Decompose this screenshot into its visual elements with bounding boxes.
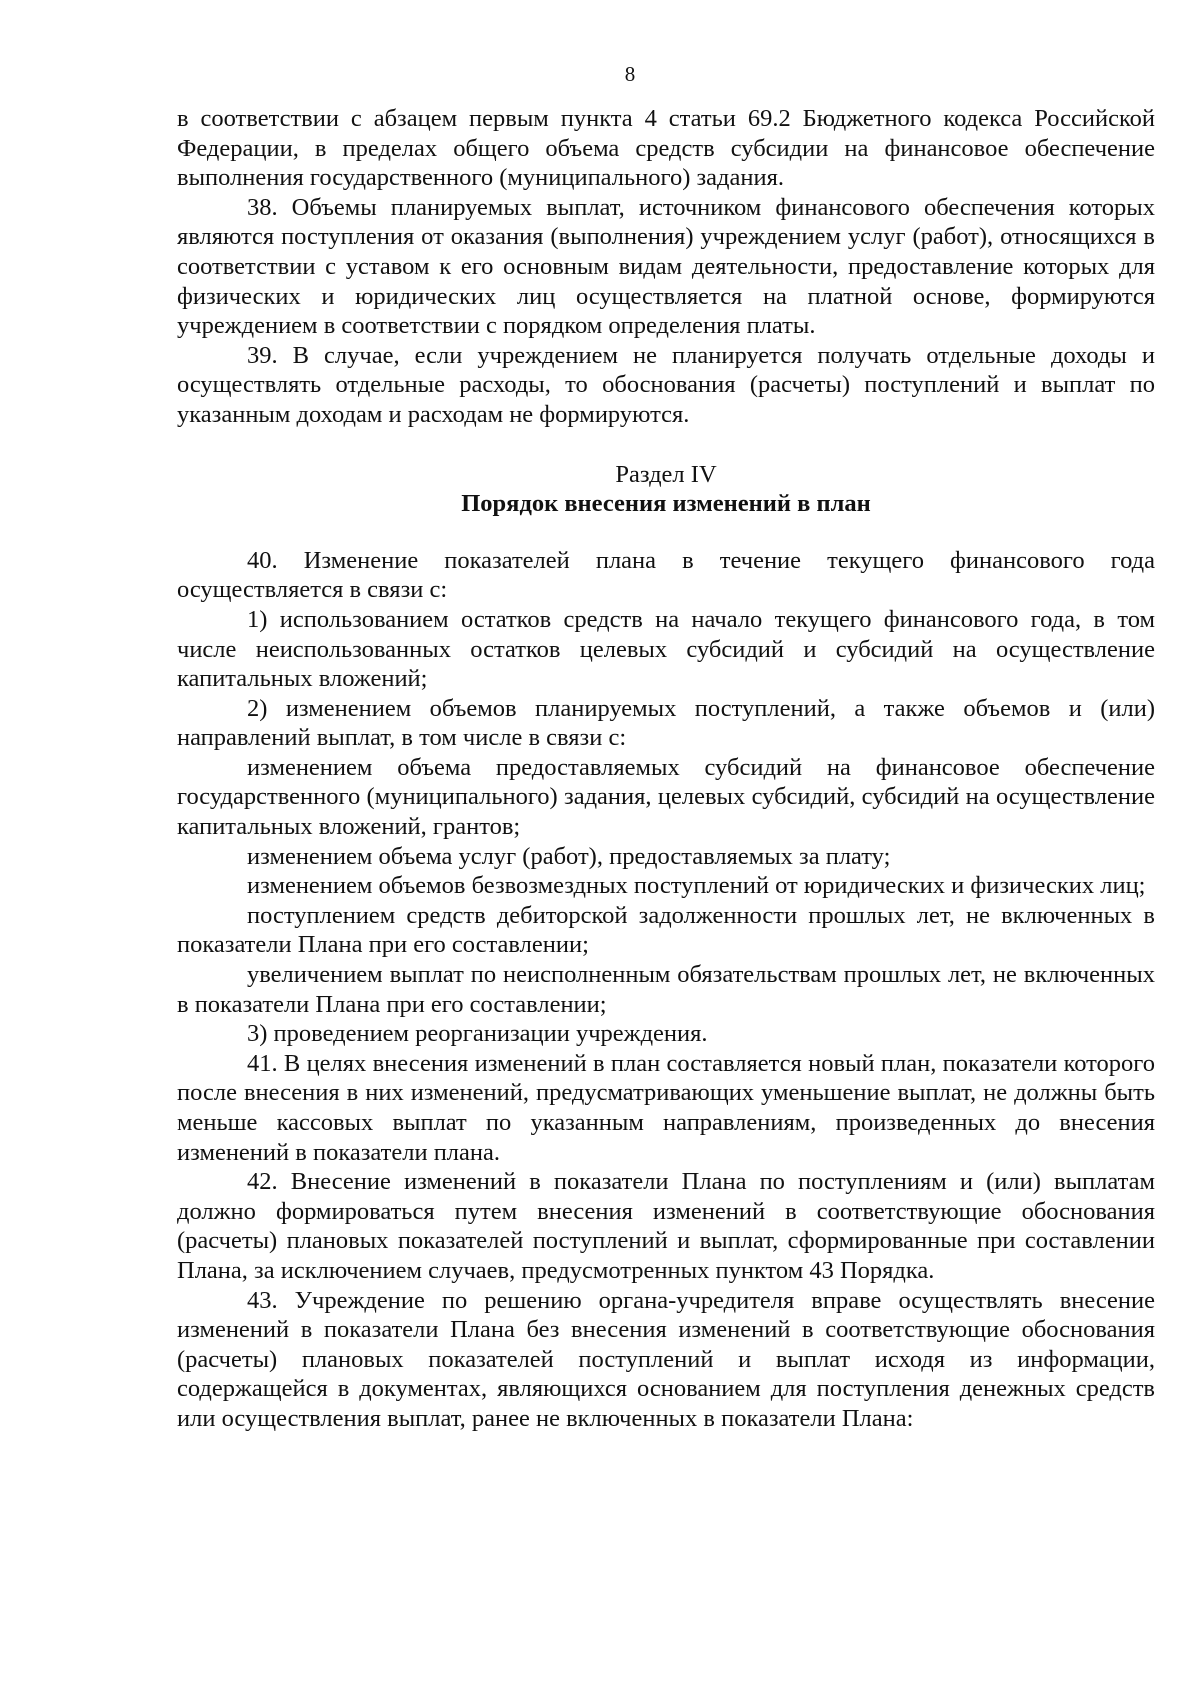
sub-item-subsidies: изменением объема предоставляемых субсидий на финансовое обеспечение государственного (муниципального) задания, целевых субсидий, субсидий на осуществление капитальных вложений, грантов; — [177, 753, 1155, 841]
section-title: Порядок внесения изменений в план — [461, 490, 871, 518]
paragraph-continuation: в соответствии с абзацем первым пункта 4 статьи 69.2 Бюджетного кодекса Российской Федерации, в пределах общего объема средств субсидии на финансовое обеспечение выполнения государственного (муниципального) задания. — [177, 105, 1155, 192]
sub-item-receivables: поступлением средств дебиторской задолженности прошлых лет, не включенных в показатели Плана при его составлении; — [177, 901, 1155, 959]
page-number: 8 — [624, 62, 636, 86]
sub-item-grants: изменением объемов безвозмездных поступлений от юридических и физических лиц; — [247, 872, 1146, 900]
list-item-2: 2) изменением объемов планируемых поступлений, а также объемов и (или) направлений выплат, в том числе в связи с: — [177, 694, 1155, 752]
paragraph-40: 40. Изменение показателей плана в течение текущего финансового года осуществляется в связи с: — [177, 546, 1155, 604]
sub-item-services: изменением объема услуг (работ), предоставляемых за плату; — [247, 842, 891, 870]
sub-item-obligations: увеличением выплат по неисполненным обязательствам прошлых лет, не включенных в показатели Плана при его составлении; — [177, 961, 1155, 1018]
paragraph-39: 39. В случае, если учреждением не планируется получать отдельные доходы и осуществлять отдельные расходы, то обоснования (расчеты) поступлений и выплат по указанным доходам и расходам не формируются. — [177, 341, 1155, 428]
paragraph-42: 42. Внесение изменений в показатели Плана по поступлениям и (или) выплатам должно формироваться путем внесения изменений в соответствующие обоснования (расчеты) плановых показателей поступлений и выплат, сформированные при составлении Плана, за исключением случаев, предусмотренных пунктом 43 Порядка. — [177, 1168, 1155, 1284]
paragraph-43: 43. Учреждение по решению органа-учредителя вправе осуществлять внесение изменений в показатели Плана без внесения изменений в соответствующие обоснования (расчеты) плановых показателей поступлений и выплат исходя из информации, содержащейся в документах, являющихся основанием для поступления денежных средств или осуществления выплат, ранее не включенных в показатели Плана: — [177, 1286, 1155, 1432]
document-body — [177, 104, 1155, 1434]
list-item-3: 3) проведением реорганизации учреждения. — [247, 1020, 708, 1048]
paragraph-41: 41. В целях внесения изменений в план составляется новый план, показатели которого после внесения в них изменений, предусматривающих уменьшение выплат, не должны быть меньше кассовых выплат по указанным направлениям, произведенных до внесения изменений в показатели плана. — [177, 1049, 1155, 1166]
section-heading — [177, 460, 1155, 519]
paragraph-38: 38. Объемы планируемых выплат, источником финансового обеспечения которых являются поступления от оказания (выполнения) учреждением услуг (работ), относящихся в соответствии с уставом к его основным видам деятельности, предоставление которых для физических и юридических лиц осуществляется на платной основе, формируются учреждением в соответствии с порядком определения платы. — [177, 193, 1155, 340]
list-item-1: 1) использованием остатков средств на начало текущего финансового года, в том числе неиспользованных остатков целевых субсидий и субсидий на осуществление капитальных вложений; — [177, 605, 1155, 693]
section-number: Раздел IV — [615, 460, 717, 488]
